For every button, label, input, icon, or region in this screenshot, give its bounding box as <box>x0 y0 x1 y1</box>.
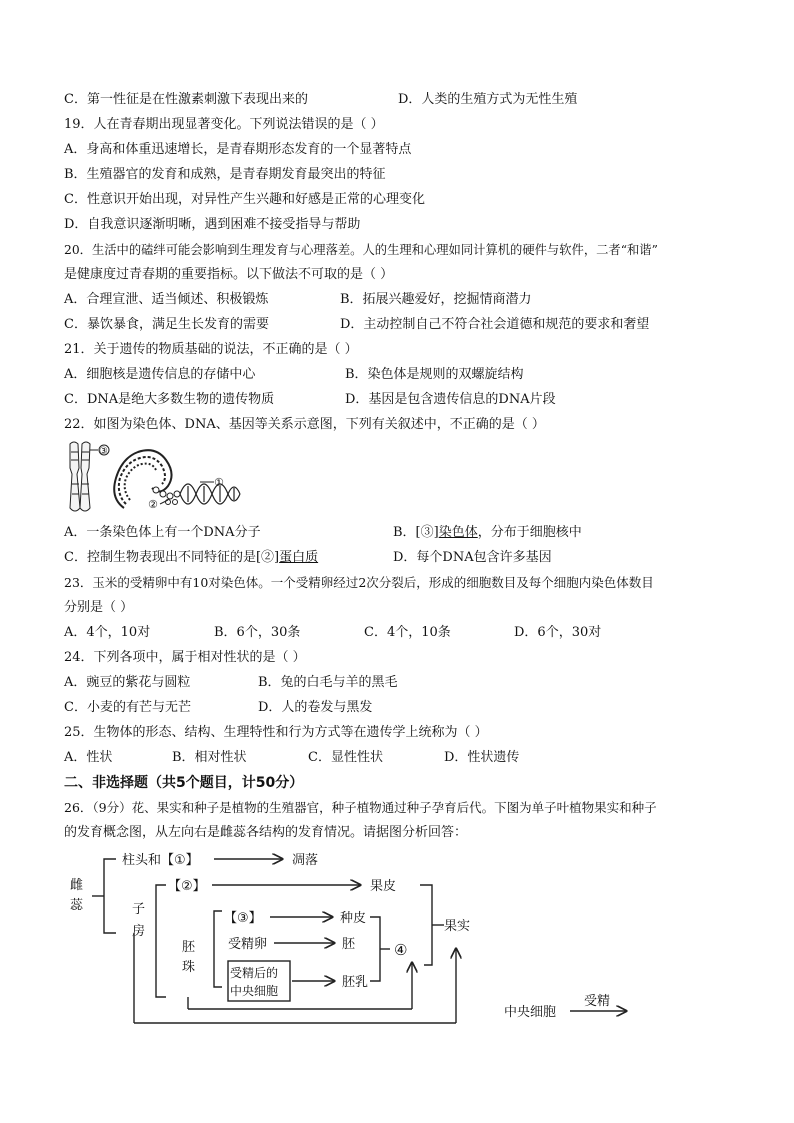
fruit-development-diagram <box>64 845 644 1035</box>
q19-option-a: A．身高和体重迅速增长，是青春期形态发育的一个显著特点 <box>64 142 412 157</box>
diagram-fertilization: 受精 <box>584 994 611 1009</box>
q23-stem-line1: 23．玉米的受精卵中有10对染色体。一个受精卵经过2次分裂后，形成的细胞数目及每个细胞内染色体数目 <box>64 575 654 590</box>
diagram-fruit: 果实 <box>444 919 471 934</box>
coil-drawing <box>114 450 171 508</box>
fig-label-1: ① <box>214 476 224 489</box>
q20-option-a: A．合理宣泄、适当倾述、积极锻炼 <box>64 292 269 307</box>
q22-option-d: D．每个DNA包含许多基因 <box>393 550 552 565</box>
diagram-stigma-style: 柱头和【①】 <box>122 853 199 868</box>
q25-option-a: A．性状 <box>64 750 113 765</box>
q19-stem: 19．人在青春期出现显著变化。下列说法错误的是（ ） <box>64 117 384 132</box>
q18-option-d: D．人类的生殖方式为无性生殖 <box>398 92 578 107</box>
diagram-ovule-2: 珠 <box>182 960 196 975</box>
q23-option-b: B．6个，30条 <box>214 625 301 640</box>
diagram-pericarp: 果皮 <box>370 879 397 894</box>
q22-option-c <box>64 549 318 567</box>
q25-stem: 25．生物体的形态、结构、生理特性和行为方式等在遗传学上统称为（ ） <box>64 725 488 740</box>
q22-option-a: A．一条染色体上有一个DNA分子 <box>64 525 261 540</box>
q22-b-suffix: ，分布于细胞核中 <box>477 525 582 540</box>
q21-stem: 21．关于遗传的物质基础的说法，不正确的是（ ） <box>64 342 358 357</box>
q22-stem: 22．如图为染色体、DNA、基因等关系示意图，下列有关叙述中，不正确的是（ ） <box>64 417 545 432</box>
q23-option-d: D．6个，30对 <box>514 625 602 640</box>
q25-option-c: C．显性性状 <box>308 750 383 765</box>
q21-option-d: D．基因是包含遗传信息的DNA片段 <box>345 392 556 407</box>
q22-b-prefix: B．[③] <box>393 525 439 540</box>
q26-stem-line1: 26．（9分）花、果实和种子是植物的生殖器官，种子植物通过种子孕育后代。下图为单子叶植物果实和种子 <box>64 800 657 815</box>
diagram-integument: 【③】 <box>224 911 262 926</box>
diagram-embryo: 胚 <box>342 937 356 952</box>
diagram-pistil-1: 雌 <box>70 878 84 893</box>
q22-option-b <box>393 524 582 542</box>
q24-option-d: D．人的卷发与黑发 <box>258 700 373 715</box>
chromosome-drawing <box>70 442 90 511</box>
q20-stem-line2: 是健康度过青春期的重要指标。以下做法不可取的是（ ） <box>64 267 394 282</box>
q24-option-a: A．豌豆的紫花与圆粒 <box>64 675 191 690</box>
diagram-ovary-2: 房 <box>132 924 146 939</box>
q22-c-underlined: 蛋白质 <box>279 550 319 565</box>
q25-option-b: B．相对性状 <box>172 750 247 765</box>
q23-option-a: A．4个，10对 <box>64 625 151 640</box>
q19-option-c: C．性意识开始出现，对异性产生兴趣和好感是正常的心理变化 <box>64 192 425 207</box>
q24-option-b: B．兔的白毛与羊的黑毛 <box>258 675 398 690</box>
q21-option-a: A．细胞核是遗传信息的存储中心 <box>64 367 256 382</box>
diagram-ovary-wall: 【②】 <box>168 879 206 894</box>
chromosome-dna-figure <box>64 438 244 516</box>
q23-stem-line2: 分别是（ ） <box>64 600 134 615</box>
diagram-endosperm: 胚乳 <box>342 975 369 990</box>
diagram-ovary-1: 子 <box>132 902 146 917</box>
q24-stem: 24．下列各项中，属于相对性状的是（ ） <box>64 650 306 665</box>
q26-stem-line2: 的发育概念图，从左向右是雌蕊各结构的发育情况。请据图分析回答： <box>64 825 468 840</box>
q20-option-b: B．拓展兴趣爱好，挖掘情商潜力 <box>340 292 532 307</box>
diagram-central-1: 受精后的 <box>230 966 279 980</box>
section-2-title: 二、非选择题（共5个题目，计50分） <box>64 775 304 791</box>
diagram-label-4: ④ <box>394 941 408 959</box>
fig-label-2: ② <box>148 498 158 511</box>
q23-option-c: C．4个，10条 <box>364 625 451 640</box>
q24-option-c: C．小麦的有芒与无芒 <box>64 700 191 715</box>
q22-c-prefix: C．控制生物表现出不同特征的是[②] <box>64 550 280 565</box>
diagram-ovule-1: 胚 <box>182 940 196 955</box>
diagram-central-cell: 中央细胞 <box>504 1005 557 1020</box>
q21-option-b: B．染色体是规则的双螺旋结构 <box>345 367 524 382</box>
q21-option-c: C．DNA是绝大多数生物的遗传物质 <box>64 392 275 407</box>
diagram-seed-coat: 种皮 <box>340 911 367 926</box>
q19-option-d: D．自我意识逐渐明晰，遇到困难不接受指导与帮助 <box>64 217 361 232</box>
q25-option-d: D．性状遗传 <box>444 750 520 765</box>
q20-stem-line1: 20．生活中的磕绊可能会影响到生理发育与心理落差。人的生理和心理如同计算机的硬件与软件，二者“和谐” <box>64 243 658 257</box>
q22-b-underlined: 染色体 <box>438 525 478 540</box>
diagram-central-2: 中央细胞 <box>230 984 279 998</box>
diagram-zygote: 受精卵 <box>228 937 268 952</box>
diagram-wither: 凋落 <box>292 853 319 868</box>
fig-label-3: ③ <box>99 446 108 457</box>
diagram-pistil-2: 蕊 <box>70 898 84 913</box>
q18-option-c: C．第一性征是在性激素刺激下表现出来的 <box>64 92 308 107</box>
q20-option-d: D．主动控制自己不符合社会道德和规范的要求和奢望 <box>340 317 650 332</box>
dna-helix <box>180 484 240 504</box>
q19-option-b: B．生殖器官的发育和成熟，是青春期发育最突出的特征 <box>64 167 386 182</box>
q20-option-c: C．暴饮暴食，满足生长发育的需要 <box>64 317 269 332</box>
